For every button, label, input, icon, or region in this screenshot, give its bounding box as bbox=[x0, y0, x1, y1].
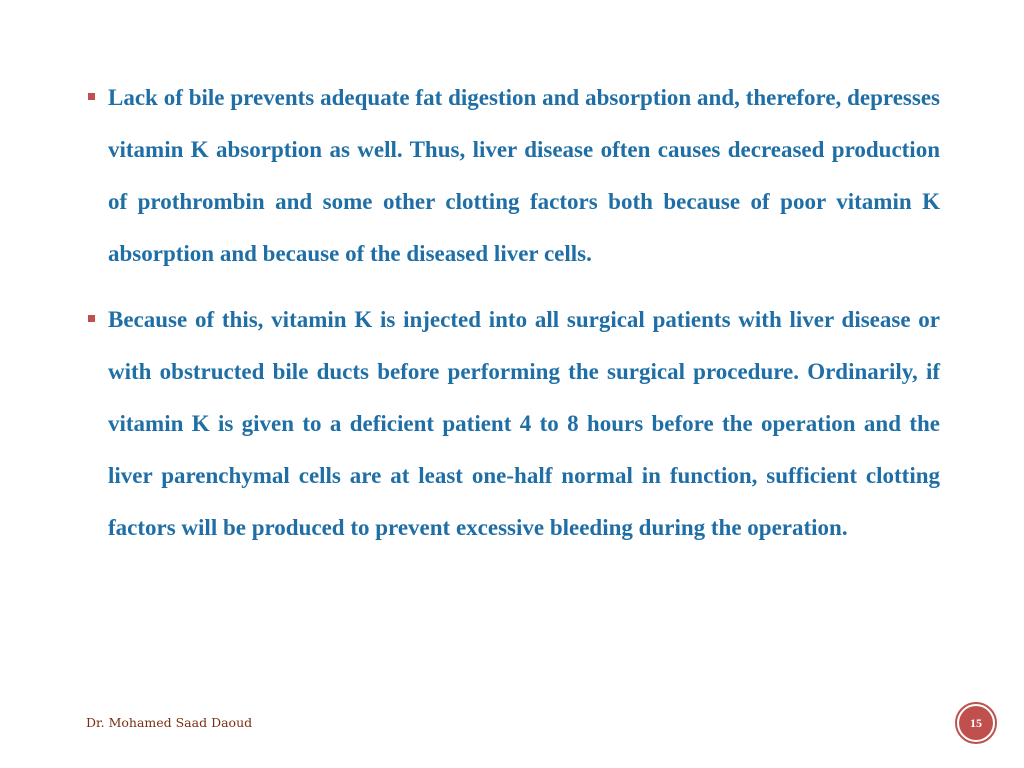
bullet-item bbox=[84, 72, 940, 280]
footer-author: Dr. Mohamed Saad Daoud bbox=[86, 715, 253, 730]
bullet-text: Lack of bile prevents adequate fat digestion and absorption and, therefore, depresses vitamin K absorption as well. Thus, liver disease often causes decreased production of prothrombin and some other clotting factors both because of poor vitamin K absorption and because of the diseased liver cells. bbox=[108, 85, 940, 266]
page-number: 15 bbox=[959, 706, 993, 740]
bullet-text: Because of this, vitamin K is injected into all surgical patients with liver disease or with obstructed bile ducts before performing the surgical procedure. Ordinarily, if vitamin K is given to a deficient patient 4 to 8 hours before the operation and the liver parenchymal cells are at least one-half normal in function, sufficient clotting factors will be produced to prevent excessive bleeding during the operation. bbox=[108, 307, 940, 540]
bullet-list bbox=[84, 72, 940, 568]
square-bullet-icon bbox=[88, 93, 95, 100]
page-number-badge bbox=[955, 702, 997, 744]
bullet-item bbox=[84, 294, 940, 554]
square-bullet-icon bbox=[88, 315, 95, 322]
